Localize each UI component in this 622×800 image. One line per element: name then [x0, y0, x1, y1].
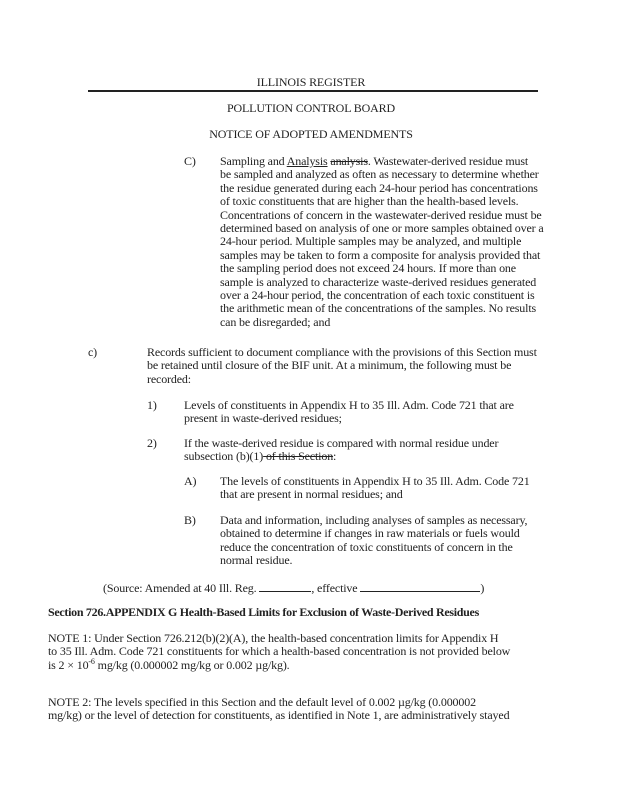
item-B-label: B) — [184, 513, 196, 527]
subsection-C-text — [220, 155, 544, 329]
text-line: Levels of constituents in Appendix H to 35 Ill. Adm. Code 721 that are — [184, 398, 514, 412]
text-segment: Sampling and — [220, 154, 287, 168]
deleted-text: of this Section — [263, 449, 334, 464]
text-line: obtained to determine if changes in raw materials or fuels would — [220, 526, 520, 541]
effective-date-blank — [360, 580, 480, 592]
text-line: If the waste-derived residue is compared with normal residue under — [184, 436, 499, 450]
note-1-lines — [48, 632, 510, 659]
text-line: NOTE 1: Under Section 726.212(b)(2)(A), the health-based concentration limits for Appendix H — [48, 631, 499, 645]
header-rule — [88, 90, 538, 92]
register-blank — [259, 580, 311, 592]
source-note — [103, 580, 484, 595]
text-line: normal residue. — [220, 553, 293, 568]
text-line: the arithmetic mean of the concentrations of the samples. No results — [220, 301, 537, 316]
text-line — [220, 155, 544, 168]
subsection-c-text — [147, 346, 537, 386]
text-line: that are present in normal residues; and — [220, 487, 403, 502]
text-line: reduce the concentration of toxic constituents of concern in the — [220, 539, 513, 554]
text-line: to 35 Ill. Adm. Code 721 constituents for which a health-based concentration is not provided below — [48, 644, 511, 659]
text-line: be sampled and analyzed as often as necessary to determine whether — [220, 167, 539, 182]
text-segment: subsection (b)(1) — [184, 449, 264, 464]
text-line: recorded: — [147, 371, 191, 386]
section-heading: Section 726.APPENDIX G Health-Based Limits for Exclusion of Waste-Derived Residues — [48, 605, 479, 619]
source-middle: , effective — [311, 581, 361, 595]
item-B-text — [220, 514, 527, 568]
subsection-C-label: C) — [184, 154, 196, 168]
item-2-label: 2) — [147, 436, 157, 450]
text-line: can be disregarded; and — [220, 314, 331, 329]
text-line: of toxic constituents that are higher than the health-based levels. — [220, 194, 519, 209]
text-segment: : — [333, 449, 337, 464]
text-line: the sampling period does not exceed 24 hours. If more than one — [220, 261, 516, 276]
text-line: present in waste-derived residues; — [184, 411, 342, 426]
note-1-last-suffix: mg/kg (0.000002 mg/kg or 0.002 µg/kg). — [94, 657, 290, 672]
inserted-text: Analysis — [286, 154, 328, 168]
register-title: ILLINOIS REGISTER — [256, 75, 366, 89]
item-1-label: 1) — [147, 398, 157, 412]
text-line: the residue generated during each 24-hour period has concentrations — [220, 180, 538, 195]
text-line: Concentrations of concern in the wastewater-derived residue must be — [220, 207, 542, 222]
note-1-last-prefix: is 2 × 10 — [48, 657, 89, 672]
source-prefix: (Source: Amended at 40 Ill. Reg. — [103, 581, 260, 595]
text-line: be retained until closure of the BIF unit. At a minimum, the following must be — [147, 358, 512, 373]
text-segment: . Wastewater-derived residue must — [367, 154, 529, 168]
notice-title: NOTICE OF ADOPTED AMENDMENTS — [209, 127, 413, 141]
text-line: The levels of constituents in Appendix H to 35 Ill. Adm. Code 721 — [220, 474, 530, 488]
board-title: POLLUTION CONTROL BOARD — [226, 101, 396, 115]
note-1-exponent: -6 — [88, 656, 95, 666]
source-suffix: ) — [480, 581, 485, 595]
text-line: 24-hour period. Multiple samples may be analyzed, and multiple — [220, 234, 522, 249]
text-line: samples may be taken to form a composite for analysis provided that — [220, 247, 541, 262]
deleted-text: analysis — [330, 154, 368, 168]
item-A-text — [220, 475, 530, 502]
item-2-text — [184, 437, 498, 464]
text-line: determined based on analysis of one or more samples obtained over a — [220, 221, 544, 236]
text-line: Data and information, including analyses of samples as necessary, — [220, 513, 528, 527]
item-1-text — [184, 399, 514, 426]
text-line: mg/kg) or the level of detection for constituents, as identified in Note 1, are administratively stayed — [48, 708, 510, 723]
subsection-c-label: c) — [88, 345, 98, 359]
text-line: sample is analyzed to characterize waste-derived residues generated — [220, 274, 537, 289]
text-line: NOTE 2: The levels specified in this Section and the default level of 0.002 µg/kg (0.000002 — [48, 695, 476, 709]
item-A-label: A) — [184, 474, 197, 488]
note-1 — [48, 632, 510, 672]
text-line: over a 24-hour period, the concentration of each toxic constituent is — [220, 288, 535, 303]
note-2 — [48, 696, 509, 723]
text-line — [184, 450, 498, 463]
note-1-last-line — [48, 656, 510, 672]
text-line: Records sufficient to document compliance with the provisions of this Section must — [147, 345, 537, 359]
